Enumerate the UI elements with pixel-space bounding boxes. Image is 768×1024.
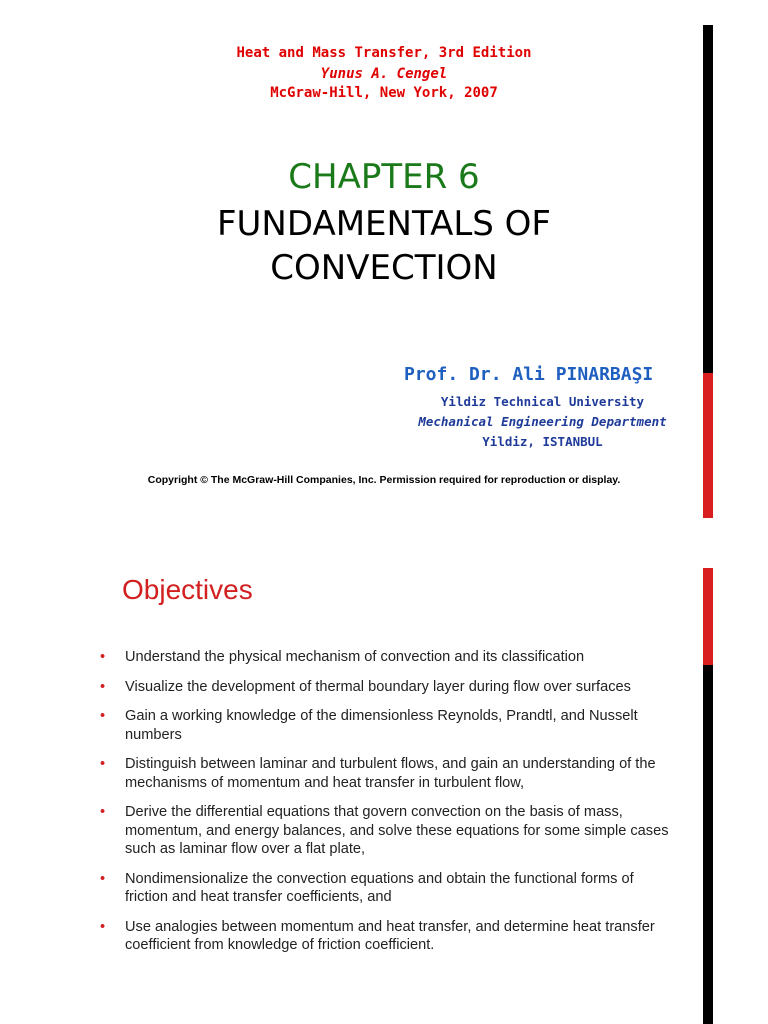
bullet-icon: • (100, 649, 106, 665)
bullet-icon: • (100, 708, 106, 724)
side-bar-black (703, 665, 713, 1024)
book-publisher: McGraw-Hill, New York, 2007 (270, 85, 498, 101)
list-item (100, 918, 680, 955)
chapter-title-line1: FUNDAMENTALS OF (216, 204, 551, 244)
list-item (100, 803, 680, 859)
side-bar-red (703, 568, 713, 665)
bullet-icon: • (100, 804, 106, 820)
side-bar-red (703, 373, 713, 518)
chapter-number: CHAPTER 6 (288, 157, 480, 197)
objectives-list (100, 648, 680, 966)
presenter-name: Prof. Dr. Ali PINARBAŞI (404, 364, 654, 385)
bullet-text: Use analogies between momentum and heat transfer, and determine heat transfer coefficient from knowledge of friction coefficient. (125, 918, 655, 953)
list-item (100, 870, 680, 907)
chapter-title (0, 202, 768, 290)
book-title: Heat and Mass Transfer, 3rd Edition (236, 45, 532, 61)
list-item (100, 678, 680, 697)
bullet-icon: • (100, 756, 106, 772)
bullet-text: Gain a working knowledge of the dimensionless Reynolds, Prandtl, and Nusselt numbers (125, 708, 638, 743)
copyright-notice: Copyright © The McGraw-Hill Companies, Inc. Permission required for reproduction or display. (147, 474, 621, 486)
department: Mechanical Engineering Department (418, 414, 667, 429)
list-item (100, 648, 680, 667)
bullet-text: Distinguish between laminar and turbulent flows, and gain an understanding of the mechanisms of momentum and heat transfer in turbulent flow, (125, 756, 656, 791)
bullet-text: Nondimensionalize the convection equations and obtain the functional forms of friction and heat transfer coefficients, and (125, 870, 634, 905)
book-author: Yunus A. Cengel (320, 66, 448, 82)
chapter-title-line2: CONVECTION (270, 248, 498, 288)
location: Yildiz, ISTANBUL (482, 434, 603, 449)
bullet-icon: • (100, 918, 106, 935)
bullet-icon: • (100, 870, 106, 887)
objectives-heading: Objectives (122, 574, 253, 605)
bullet-text: Understand the physical mechanism of convection and its classification (125, 649, 585, 665)
list-item (100, 755, 680, 792)
university: Yildiz Technical University (440, 394, 645, 409)
list-item (100, 707, 680, 744)
bullet-text: Visualize the development of thermal boundary layer during flow over surfaces (125, 678, 631, 695)
bullet-text: Derive the differential equations that govern convection on the basis of mass, momentum, and energy balances, and solve these equations for some simple cases such as laminar flow over a flat plate, (125, 804, 669, 857)
bullet-icon: • (100, 678, 106, 695)
objectives-slide (0, 540, 768, 1024)
